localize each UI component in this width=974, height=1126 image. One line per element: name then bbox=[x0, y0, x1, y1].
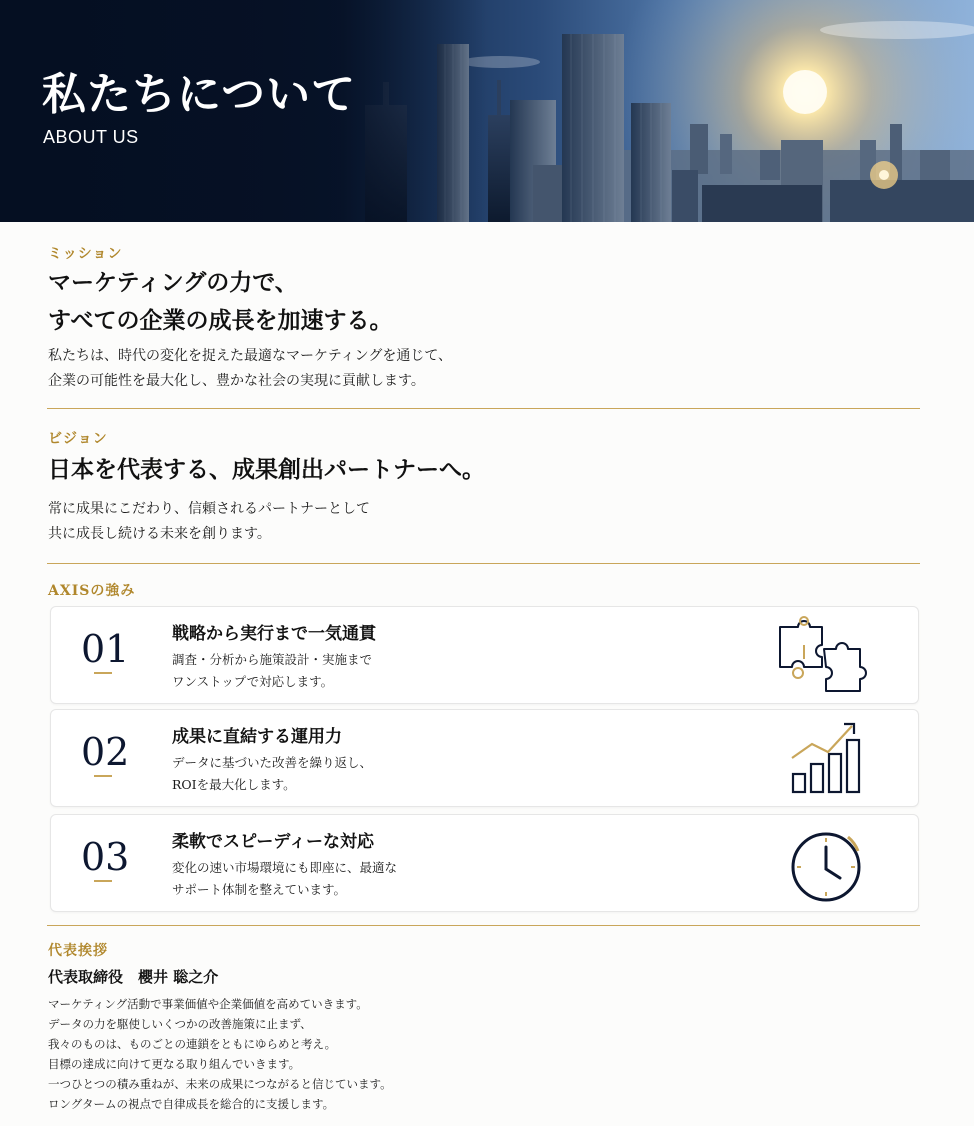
mission-body-line: 企業の可能性を最大化し、豊かな社会の実現に貢献します。 bbox=[48, 373, 425, 389]
strength-desc-line: サポート体制を整えています。 bbox=[172, 882, 347, 897]
strength-number-underline bbox=[94, 880, 112, 882]
strength-number: 02 bbox=[81, 730, 130, 774]
strength-title: 成果に直結する運用力 bbox=[172, 727, 342, 747]
strength-number: 03 bbox=[81, 835, 130, 879]
divider bbox=[47, 563, 920, 564]
mission-body-line: 私たちは、時代の変化を捉えた最適なマーケティングを通じて、 bbox=[48, 348, 453, 364]
message-line: マーケティング活動で事業価値や企業価値を高めていきます。 bbox=[48, 997, 368, 1011]
strength-desc bbox=[172, 857, 397, 901]
message-line: 目標の達成に向けて更なる取り組んでいきます。 bbox=[48, 1057, 301, 1071]
hero-banner bbox=[0, 0, 974, 222]
strength-desc-line: 変化の速い市場環境にも即座に、最適な bbox=[172, 860, 398, 875]
strength-desc-line: 調査・分析から施策設計・実施まで bbox=[172, 652, 373, 667]
strength-number-underline bbox=[94, 775, 112, 777]
mission-headline-line: マーケティングの力で、 bbox=[48, 269, 298, 296]
ceo-message bbox=[48, 994, 392, 1114]
message-line: 一つひとつの積み重ねが、未来の成果につながると信じています。 bbox=[48, 1077, 392, 1091]
vision-body bbox=[48, 497, 370, 547]
strength-title: 柔軟でスピーディーな対応 bbox=[172, 832, 374, 852]
mission-headline bbox=[48, 264, 393, 340]
ceo-name: 代表取締役 櫻井 聡之介 bbox=[48, 968, 219, 986]
vision-body-line: 常に成果にこだわり、信頼されるパートナーとして bbox=[48, 501, 370, 517]
clock-icon bbox=[788, 823, 868, 903]
message-line: ロングタームの視点で自律成長を総合的に支援します。 bbox=[48, 1097, 335, 1111]
strength-desc-line: ワンストップで対応します。 bbox=[172, 674, 334, 689]
message-line: データの力を駆使しいくつかの改善施策に止まず、 bbox=[48, 1017, 312, 1031]
vision-headline: 日本を代表する、成果創出パートナーへ。 bbox=[48, 456, 485, 483]
mission-headline-line: すべての企業の成長を加速する。 bbox=[48, 307, 393, 334]
strength-card bbox=[50, 709, 919, 807]
strength-card bbox=[50, 814, 919, 912]
strength-number: 01 bbox=[81, 627, 130, 671]
strength-card bbox=[50, 606, 919, 704]
growth-chart-icon bbox=[788, 718, 868, 798]
strengths-label: AXISの強み bbox=[48, 583, 136, 599]
strength-desc-line: ROIを最大化します。 bbox=[172, 777, 296, 792]
message-label: 代表挨拶 bbox=[48, 943, 108, 959]
strength-desc bbox=[172, 649, 372, 693]
strength-title: 戦略から実行まで一気通貫 bbox=[172, 624, 376, 644]
strength-desc bbox=[172, 752, 372, 796]
page-title: 私たちについて bbox=[42, 69, 357, 120]
strength-number-underline bbox=[94, 672, 112, 674]
vision-label: ビジョン bbox=[48, 431, 108, 447]
mission-label: ミッション bbox=[48, 246, 123, 262]
page-subtitle: ABOUT US bbox=[43, 127, 139, 147]
message-line: 我々のものは、ものごとの連鎖をともにゆらめと考え。 bbox=[48, 1037, 337, 1051]
vision-body-line: 共に成長し続ける未来を創ります。 bbox=[48, 526, 271, 542]
divider bbox=[47, 408, 920, 409]
divider bbox=[47, 925, 920, 926]
mission-body bbox=[48, 344, 452, 394]
puzzle-icon bbox=[776, 615, 868, 695]
strength-desc-line: データに基づいた改善を繰り返し、 bbox=[172, 755, 373, 770]
